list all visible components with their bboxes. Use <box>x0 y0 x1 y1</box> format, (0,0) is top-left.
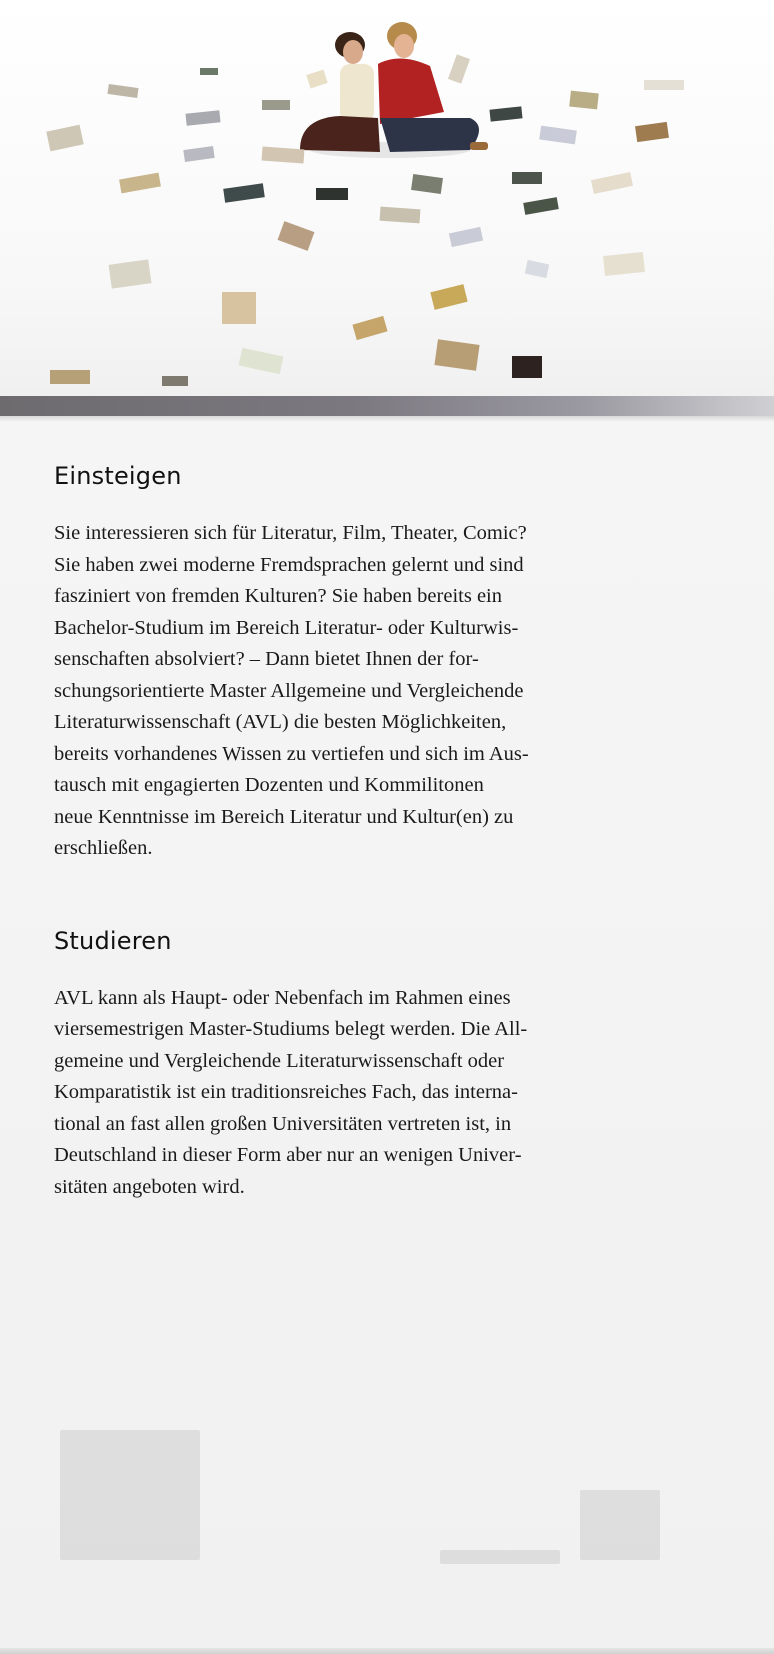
hero-image <box>0 0 774 398</box>
section-einsteigen <box>54 462 694 865</box>
page-bottom-edge <box>0 1648 774 1654</box>
section-heading: Einsteigen <box>54 462 182 490</box>
hero-shadow-band <box>0 396 774 416</box>
section-body: AVL kann als Haupt- oder Nebenfach im Rahmen eines viersemestrigen Master-Studiums belegt werden. Die All- gemeine und Vergleichende Literaturwissenschaft oder Komparatistik ist ein traditionsreiches Fach, das interna- tional an fast allen großen Universitäten vertreten ist, in Deutschland in dieser Form aber nur an wenigen Univer- sitäten angeboten wird. <box>54 986 528 1198</box>
section-body: Sie interessieren sich für Literatur, Film, Theater, Comic? Sie haben zwei moderne Fremdsprachen gelernt und sind fasziniert von fremden Kulturen? Sie haben bereits ein Bachelor-Studium im Bereich Literatur- oder Kulturwis- senschaften absolviert? – Dann bietet Ihnen der for- schungsorientierte Master Allgemeine und Vergleichende Literaturwissenschaft (AVL) die besten Möglichkeiten, bereits vorhandenes Wissen zu vertiefen und sich im Aus- tausch mit engagierten Dozenten und Kommilitonen neue Kenntnisse im Bereich Literatur und Kultur(en) zu erschließen. <box>54 522 529 859</box>
hero-illustration <box>0 0 774 398</box>
reader-woman <box>300 32 380 152</box>
section-studieren <box>54 927 694 1204</box>
main-content <box>54 462 694 1203</box>
section-heading: Studieren <box>54 926 172 955</box>
show-through-watermark <box>60 1430 720 1590</box>
reader-man <box>378 22 488 152</box>
